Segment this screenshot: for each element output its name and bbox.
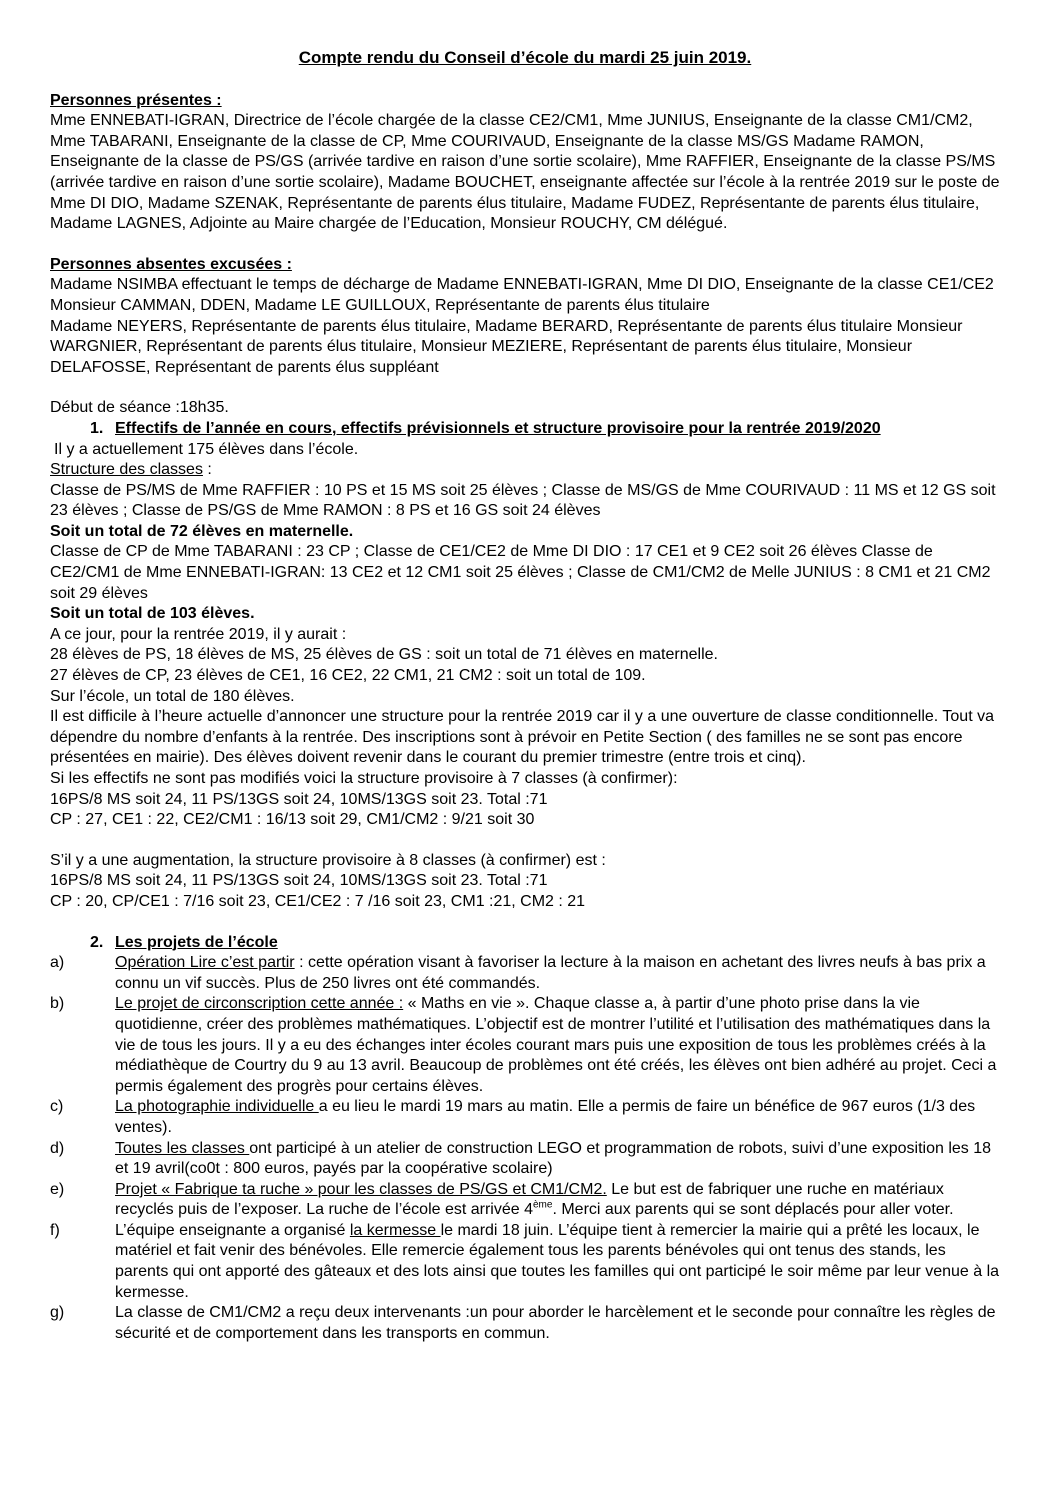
present-section bbox=[50, 91, 1000, 235]
section-1-title: Effectifs de l’année en cours, effectifs prévisionnels et structure provisoire pour la rentrée 2019/2020 bbox=[115, 419, 881, 437]
elementaire-total: Soit un total de 103 élèves. bbox=[50, 605, 255, 623]
project-item bbox=[50, 1180, 1000, 1221]
forecast-line-3: 27 élèves de CP, 23 élèves de CE1, 16 CE2, 22 CM1, 21 CM2 : soit un total de 109. bbox=[50, 667, 646, 685]
absent-line-3: Madame NEYERS, Représentante de parents élus titulaire, Madame BERARD, Représentante de parents élus titulaire Monsieur WARGNIER, Représentant de parents élus titulaire, Monsieur MEZIERE, Représentant de parents élus titulaire, Monsieur DELAFOSSE, Représentant de parents élus suppléant bbox=[50, 317, 963, 376]
project-item bbox=[50, 1221, 1000, 1303]
project-lead: Opération Lire c’est partir bbox=[115, 954, 295, 972]
project-text: : cette opération visant à favoriser la lecture à la maison en achetant des livres neufs à bas prix a connu un vif succès. Plus de 250 livres ont été commandés. bbox=[115, 954, 986, 992]
structure7-line-1: Si les effectifs ne sont pas modifiés voici la structure provisoire à 7 classes (à confirmer): bbox=[50, 770, 678, 787]
present-list: Mme ENNEBATI-IGRAN, Directrice de l’école chargée de la classe CE2/CM1, Mme JUNIUS, Enseignante de la classe CM1/CM2, Mme TABARANI, Enseignante de la classe de CP, Mme COURIVAUD, Enseignante de la classe MS/GS Madame RAMON, Enseignante de la classe de PS/GS (arrivée tardive en raison d’une sortie scolaire), Mme RAFFIER, Enseignante de la classe PS/MS (arrivée tardive en raison d’une sortie scolaire), Madame BOUCHET, enseignante affectée sur l’école à la rentrée 2019 sur le poste de Mme DI DIO, Madame SZENAK, Représentante de parents élus titulaire, Madame FUDEZ, Représentante de parents élus titulaire, Madame LAGNES, Adjointe au Maire chargée de l’Education, Monsieur ROUCHY, CM délégué. bbox=[50, 112, 1000, 233]
project-text-2: . Merci aux parents qui se sont déplacés pour aller voter. bbox=[552, 1201, 954, 1219]
structure8-line-3: CP : 20, CP/CE1 : 7/16 soit 23, CE1/CE2 : 7 /16 soit 23, CM1 :21, CM2 : 21 bbox=[50, 892, 586, 910]
project-item bbox=[50, 1303, 1000, 1344]
section-projets bbox=[50, 933, 1000, 1345]
forecast-line-4: Sur l’école, un total de 180 élèves. bbox=[50, 687, 295, 705]
project-lead: Le projet de circonscription cette année : bbox=[115, 995, 404, 1013]
page-title: Compte rendu du Conseil d’école du mardi 25 juin 2019. bbox=[298, 48, 752, 67]
project-letter: g) bbox=[50, 1304, 65, 1322]
project-item bbox=[50, 953, 1000, 994]
absent-section bbox=[50, 255, 1000, 379]
project-text: a eu lieu le mardi 19 mars au matin. Elle a permis de faire un bénéfice de 967 euros (1/3 des ventes). bbox=[115, 1098, 976, 1136]
project-text: le mardi 18 juin. L’équipe tient à remercier la mairie qui a prêté les locaux, le matériel et fait venir des bénévoles. Elle remercie également tous les parents bénévoles qui ont tenus des stands, les parents qui ont apporté des gâteaux et des lots ainsi que toutes les familles qui ont participé le soir même par leur venue à la kermesse. bbox=[115, 1221, 1000, 1301]
difficulty-note: Il est difficile à l’heure actuelle d’annoncer une structure pour la rentrée 2019 car il y a une ouverture de classe conditionnelle. Tout va dépendre du nombre d’enfants à la rentrée. Des inscriptions sont à prévoir en Petite Section ( des familles ne se sont pas encore présentées en mairie). Des élèves doivent revenir dans le courant du premier trimestre (entre trois et cinq). bbox=[50, 708, 994, 767]
seance-start: Début de séance :18h35. bbox=[50, 399, 229, 417]
section-1-number: 1. bbox=[90, 419, 104, 437]
project-letter: a) bbox=[50, 954, 65, 972]
project-item bbox=[50, 994, 1000, 1097]
section-effectifs bbox=[50, 419, 1000, 913]
project-letter: e) bbox=[50, 1180, 65, 1198]
structure-label: Structure des classes bbox=[50, 461, 203, 479]
section-2-number: 2. bbox=[90, 933, 104, 951]
project-letter: c) bbox=[50, 1098, 64, 1116]
absent-line-1: Madame NSIMBA effectuant le temps de décharge de Madame ENNEBATI-IGRAN, Mme DI DIO, Enseignante de la classe CE1/CE2 bbox=[50, 276, 994, 294]
project-item bbox=[50, 1097, 1000, 1138]
document-page bbox=[50, 48, 1000, 1344]
project-text: « Maths en vie ». Chaque classe a, à partir d’une photo prise dans la vie quotidienne, créer des problèmes mathématiques. L’objectif est de montrer l’utilité et l’utilisation des mathématiques dans la vie de tous les jours. Il y a eu des échanges inter écoles courant mars puis une exposition de tous les problèmes créés à la médiathèque de Courtry du 9 au 13 avril. Beaucoup de problèmes ont été créés, les élèves ont bien adhéré au projet. Ceci a permis également des progrès pour certains élèves. bbox=[115, 995, 997, 1095]
project-lead: Projet « Fabrique ta ruche » pour les classes de PS/GS et CM1/CM2. bbox=[115, 1180, 607, 1198]
project-lead: La photographie individuelle bbox=[115, 1098, 319, 1116]
project-text: La classe de CM1/CM2 a reçu deux intervenants :un pour aborder le harcèlement et le seconde pour connaître les règles de sécurité et de comportement dans les transports en commun. bbox=[115, 1304, 996, 1342]
project-letter: b) bbox=[50, 995, 65, 1013]
project-item bbox=[50, 1139, 1000, 1180]
current-count: Il y a actuellement 175 élèves dans l’école. bbox=[54, 440, 359, 458]
forecast-line-2: 28 élèves de PS, 18 élèves de MS, 25 élèves de GS : soit un total de 71 élèves en maternelle. bbox=[50, 646, 718, 664]
section-1-heading bbox=[50, 419, 1000, 440]
structure8-line-1: S’il y a une augmentation, la structure provisoire à 8 classes (à confirmer) est : bbox=[50, 851, 606, 869]
structure-colon: : bbox=[202, 461, 212, 479]
structure7-line-3: CP : 27, CE1 : 22, CE2/CM1 : 16/13 soit 29, CM1/CM2 : 9/21 soit 30 bbox=[50, 811, 535, 829]
project-letter: d) bbox=[50, 1139, 65, 1157]
section-2-heading bbox=[50, 933, 1000, 954]
structure-label-line bbox=[50, 460, 1000, 481]
present-heading: Personnes présentes : bbox=[50, 91, 222, 109]
absent-heading: Personnes absentes excusées : bbox=[50, 255, 292, 273]
project-lead: la kermesse bbox=[349, 1221, 441, 1239]
project-lead: Toutes les classes bbox=[115, 1139, 250, 1157]
structure7-line-2: 16PS/8 MS soit 24, 11 PS/13GS soit 24, 10MS/13GS soit 23. Total :71 bbox=[50, 790, 548, 808]
project-text: ont participé à un atelier de construction LEGO et programmation de robots, suivi d’une exposition les 18 et 19 avril(co0t : 800 euros, payés par la coopérative scolaire) bbox=[115, 1139, 992, 1178]
project-text: Le but est de fabriquer une ruche en matériaux recyclés puis de l’exposer. La ruche de l’école est arrivée 4 bbox=[115, 1180, 944, 1219]
structure8-line-2: 16PS/8 MS soit 24, 11 PS/13GS soit 24, 10MS/13GS soit 23. Total :71 bbox=[50, 872, 548, 890]
maternelle-total: Soit un total de 72 élèves en maternelle. bbox=[50, 522, 354, 540]
forecast-line-1: A ce jour, pour la rentrée 2019, il y aurait : bbox=[50, 625, 347, 643]
elementaire-classes: Classe de CP de Mme TABARANI : 23 CP ; Classe de CE1/CE2 de Mme DI DIO : 17 CE1 et 9 CE2 soit 26 élèves Classe de CE2/CM1 de Mme ENNEBATI-IGRAN: 13 CE2 et 12 CM1 soit 25 élèves ; Classe de CM1/CM2 de Melle JUNIUS : 8 CM1 et 21 CM2 soit 29 élèves bbox=[50, 543, 991, 602]
project-letter: f) bbox=[50, 1221, 60, 1239]
project-superscript: ème bbox=[533, 1199, 553, 1211]
absent-line-2: Monsieur CAMMAN, DDEN, Madame LE GUILLOUX, Représentante de parents élus titulaire bbox=[50, 296, 710, 314]
project-pre: L’équipe enseignante a organisé bbox=[115, 1221, 350, 1239]
section-2-title: Les projets de l’école bbox=[115, 933, 278, 951]
maternelle-classes: Classe de PS/MS de Mme RAFFIER : 10 PS et 15 MS soit 25 élèves ; Classe de MS/GS de Mme COURIVAUD : 11 MS et 12 GS soit 23 élèves ; Classe de PS/GS de Mme RAMON : 8 PS et 16 GS soit 24 élèves bbox=[50, 481, 996, 520]
